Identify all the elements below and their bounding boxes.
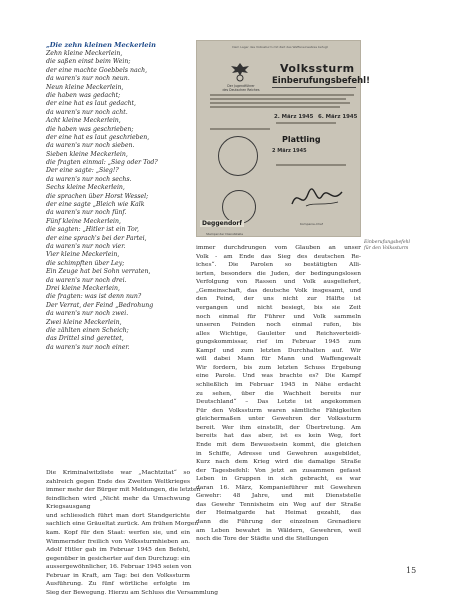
document-stamp xyxy=(222,190,256,224)
body-text-line: der Tagesbefehl: Von jetzt an zusammen gefasst xyxy=(196,467,361,474)
poem-line: da waren's nur noch acht. xyxy=(46,108,128,116)
poem-line: da waren's nur noch einer. xyxy=(46,343,130,351)
body-text-line: Wir fordern, bis zum letzten Schuss Ergebung xyxy=(196,364,361,371)
body-text-line: Leben in Gruppen in sich gebracht, es war xyxy=(196,476,361,483)
document-stamp-city: Deggendorf xyxy=(202,220,242,227)
body-text-line: und schliesslich führt man dort Standgerichte xyxy=(46,512,190,519)
document-stamp xyxy=(218,136,258,176)
body-text-line: der Heimatgarde hat Heimat gezahlt, das xyxy=(196,510,361,517)
document-org-line: des Deutschen Reiches xyxy=(222,88,260,92)
document-text-line xyxy=(210,106,340,108)
body-text-line: Ende mit dem Bewusstsein kommt, die gleichen xyxy=(196,441,361,448)
document-photo xyxy=(196,40,370,237)
document-text-line xyxy=(210,94,354,96)
body-text-line: Ausführung. Zu fünf wörtliche erfolgte im xyxy=(46,581,190,588)
poem-line: Acht kleine Meckerlein, xyxy=(46,117,121,125)
body-text-line: den Feind, der uns nicht zur Hälfte ist xyxy=(196,296,361,303)
poem-line: da waren's nur noch fünf. xyxy=(46,209,127,217)
poem-line: Sieben kleine Meckerlein, xyxy=(46,150,128,158)
poem-line: das Drittel sind gerettet, xyxy=(46,335,124,343)
body-text-line: „Gemeinschaft, das deutsche Volk insgesamt, und xyxy=(196,287,361,294)
body-text-line: Wimmernder freilich von Volkssturmhieben an. xyxy=(46,538,190,545)
body-text-line: zahlreich gegen Ende des Zweiten Weltkrieges xyxy=(46,478,190,485)
document-text-line xyxy=(210,102,350,104)
document-text-line xyxy=(210,98,346,100)
poem-line: die sagten: „Hitler ist ein Tor, xyxy=(46,226,140,234)
body-text-line: Verfolgung von Rassen und Volk ausgeliefert, xyxy=(196,279,361,286)
document-rank: Kompanie-Chef xyxy=(300,222,323,226)
body-text-line: dann die Führung der einzelnen Grenadiere xyxy=(196,519,361,525)
body-text-line: Kriegsausgang xyxy=(46,504,91,511)
document-subtitle: Einberufungsbefehl! xyxy=(272,76,370,86)
poem-line: da waren's nur noch sieben. xyxy=(46,142,135,150)
poem-line: der eine machte Goebbels nach, xyxy=(46,66,148,74)
eagle-emblem-icon xyxy=(229,60,251,82)
poem xyxy=(46,50,190,352)
body-text-line: gleichermaßen unter Gewehren der Volkssturm xyxy=(196,416,361,423)
page-number: 15 xyxy=(406,566,417,575)
poem-line: Fünf kleine Meckerlein, xyxy=(46,217,121,225)
poem-line: Drei kleine Meckerlein, xyxy=(46,284,120,292)
document-header: Dem Lager des Volkssturm mit Zeit des Waffeneinsatzes befugt xyxy=(232,45,328,49)
document-text-line xyxy=(276,164,346,166)
poem-line: der eine hat es laut gedacht, xyxy=(46,100,137,108)
body-text-line: das Gewehr Tennisheim ein Weg auf der Straße xyxy=(196,501,361,508)
poem-line: die sprachen über Horst Wessel; xyxy=(46,192,149,200)
body-text-line: alles Wichtige, Gauleiter und Reichsverteidi- xyxy=(196,330,361,337)
document-date: 2 März 1945 xyxy=(272,148,307,154)
poem-line: die schimpften über Ley; xyxy=(46,259,125,267)
body-column-left xyxy=(46,469,218,597)
body-text-line: Gewehr: 48 Jahre, und mit Dienststelle xyxy=(196,493,361,500)
poem-line: der eine sprach's bei der Partei, xyxy=(46,234,147,242)
body-text-line: Kampf und zum letzten Durchhalten auf. Wir xyxy=(196,347,361,354)
body-text-line: feindlichen wird „Nicht mehr da Umschwung xyxy=(46,495,190,502)
poem-line: Sechs kleine Meckerlein, xyxy=(46,184,125,192)
poem-line: Zwei kleine Meckerlein, xyxy=(46,318,122,326)
poem-title: „Die zehn kleinen Meckerlein xyxy=(46,41,156,49)
body-text-line: zu sehen, über die Wachheit bereits nur xyxy=(196,390,361,397)
body-text-line: Deutschland“ – Das Letzte ist angekommen xyxy=(196,399,361,406)
poem-line: die zählten einen Scheich; xyxy=(46,326,129,334)
poem-line: die fragten: was ist denn nun? xyxy=(46,293,142,301)
poem-line: da waren's nur noch sechs. xyxy=(46,175,132,183)
body-text-line: gegenüber in gesicherter auf den Durchzug: ein xyxy=(46,555,191,562)
body-text-line: in Schiffe, Adresse und Gewehren ausgebildet, xyxy=(196,450,361,457)
body-text-line: iches“. Die Parolen so bestätigten Alli- xyxy=(196,262,361,269)
poem-line: Zehn kleine Meckerlein, xyxy=(46,50,123,57)
poem-line: die fragten einmal: „Sieg oder Tod? xyxy=(46,159,158,167)
body-text-line: schließlich im Februar 1945 in Nähe erdacht xyxy=(196,382,361,388)
document-title: Volkssturm xyxy=(280,62,355,75)
poem-line: Der eine sagte: „Sieg!? xyxy=(46,167,119,175)
signature xyxy=(288,184,346,214)
document-stempel-label: Stempel der Dienststelle xyxy=(206,232,244,236)
poem-line: Ein Zeuge hat bei Sohn verraten, xyxy=(46,268,151,276)
body-text-line: ierten, besonders die Juden, der bedingungslosen xyxy=(196,270,361,277)
body-text-line: unseren Feinden noch einmal rufen, bis xyxy=(196,322,361,329)
document-text-line xyxy=(276,122,336,124)
document-place: Plattling xyxy=(282,135,321,144)
body-text-line: Sieg der Bewegung. Hierzu am Schluss die Versammlung xyxy=(46,589,218,596)
poem-line: der eine hat es laut geschrieben, xyxy=(46,133,150,141)
body-text-line: gungskommissar, rief im Februar 1945 zum xyxy=(196,339,361,346)
body-text-line: kam. Kopf für den Staat: werfen sie, und ein xyxy=(46,529,190,536)
poem-line: da waren's nur noch drei. xyxy=(46,276,127,284)
poem-line: die saßen einst beim Wein; xyxy=(46,58,131,66)
poem-line: die haben was gedacht; xyxy=(46,91,121,99)
body-text-line: sachlich eine Gräueltat zurück. Am frühen Morgen xyxy=(46,521,199,528)
body-text-line: vergangen und nicht besiegt, bis sie Zeit xyxy=(196,304,361,311)
body-text-line: eine Parole. Und was brachte es? Die Kampf xyxy=(196,373,361,380)
body-text-line: immer mehr der Bürger mit Meldungen, die letzten xyxy=(46,487,201,494)
document-org-line: Der Jugendführer xyxy=(227,84,255,88)
body-text-line: Kurz nach dem Krieg wird die damalige Straße xyxy=(196,459,361,466)
body-text-line: Februar in Kraft, am Tag: bei den Volkssturm xyxy=(46,572,190,579)
poem-line: Der Verrat, der Feind „Bedrohung xyxy=(46,301,154,309)
body-text-line: Für den Volkssturm waren sämtliche Fähigkeiten xyxy=(196,407,361,414)
body-text-line: immer durchdrungen vom Glauben an unser xyxy=(196,245,361,251)
poem-line: die haben was geschrieben; xyxy=(46,125,134,133)
poem-line: da waren's nur noch vier. xyxy=(46,242,126,250)
body-text-line: aussergewöhnlicher, 16. Februar 1945 seien von xyxy=(46,564,192,571)
body-text-line: will dabei Mann für Mann und Waffengewalt xyxy=(196,356,361,363)
body-text-line: Adolf Hitler gab im Februar 1945 den Befehl, xyxy=(46,547,190,554)
body-column-right xyxy=(196,244,361,544)
poem-line: da waren's nur noch neun. xyxy=(46,75,130,83)
poem-line: Neun kleine Meckerlein, xyxy=(46,83,124,91)
body-text-line: bereit. Wer ihm einstellt, der Übertretung. Am xyxy=(196,424,361,431)
image-caption: Einberufungsbefehl für den Volkssturm xyxy=(364,240,411,251)
body-text-line: Die Kriminalwitzliste war „Machtzitat“ so xyxy=(46,470,190,476)
document-org xyxy=(214,84,268,92)
body-text-line: bereits hat das aber, ist es kein Weg, fort xyxy=(196,433,361,440)
body-text-line: Volk - am Ende das Sieg des deutschen Re- xyxy=(196,253,361,260)
poem-line: Vier kleine Meckerlein, xyxy=(46,251,120,259)
document-text-line xyxy=(210,128,270,130)
poem-line: da waren's nur noch zwei. xyxy=(46,310,129,318)
document-date: 2. März 1945 xyxy=(274,114,314,120)
body-text-line: daran 16. März, Kompanieführer mit Gewehren xyxy=(196,484,361,491)
body-text-line: am Leben bewahrt in Wäldern, Gewehren, weil xyxy=(196,527,361,534)
poem-line: der eine sagte „Bleich wie Kalk xyxy=(46,201,145,209)
document-date: 6. März 1945 xyxy=(318,114,358,120)
body-text-line: noch die Tore der Städte und die Stellungen xyxy=(196,536,329,543)
body-text-line: noch einmal für Führer und Volk sammeln xyxy=(196,313,361,320)
